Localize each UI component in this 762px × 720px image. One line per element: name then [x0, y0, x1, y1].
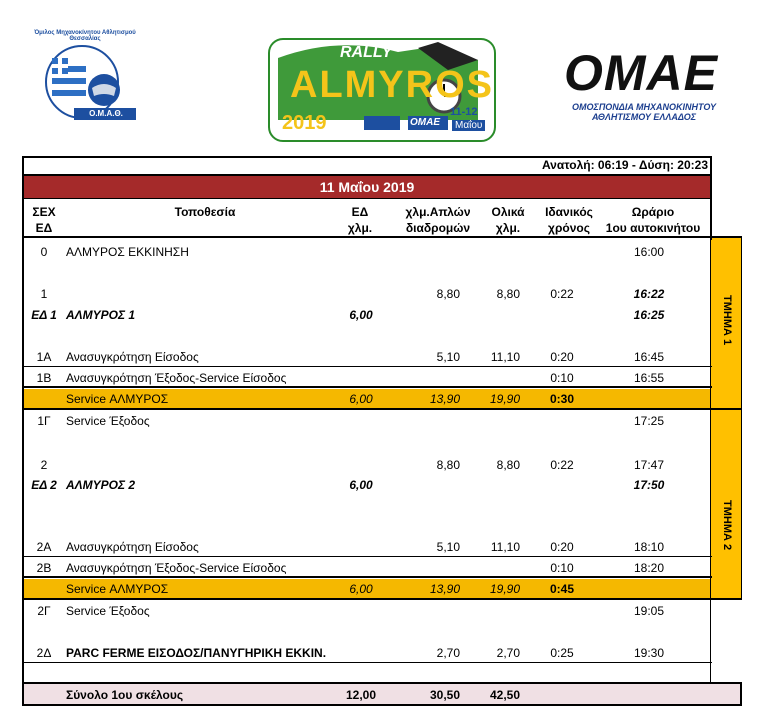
row-ideal: 0:30	[549, 392, 575, 406]
row-time: 19:05	[633, 604, 665, 618]
row-code: ΕΔ 1	[31, 308, 57, 322]
rally-almyros-logo	[268, 38, 496, 142]
section-label-1: ΤΜΗΜΑ 1	[721, 294, 733, 346]
row-total-km: 8,80	[496, 458, 520, 472]
row-location: Service ΑΛΜΥΡΟΣ	[66, 392, 169, 406]
rally-month-text: Μαΐου	[452, 120, 485, 131]
row-simple-km: 5,10	[436, 540, 460, 554]
row-ideal: 0:45	[549, 582, 575, 596]
row-ideal: 0:25	[550, 646, 574, 660]
header-schedule-2: 1ου αυτοκινήτου	[605, 221, 701, 235]
header-ed-km-1: ΕΔ	[351, 205, 369, 219]
header-ed: ΕΔ	[35, 221, 53, 235]
row-ideal: 0:22	[550, 458, 574, 472]
row-simple-km: 13,90	[429, 392, 460, 406]
row-ed-km: 6,00	[349, 308, 373, 322]
row-simple-km: 5,10	[436, 350, 460, 364]
row-total-km: 11,10	[490, 540, 520, 554]
rally-top-text: RALLY	[340, 44, 393, 61]
rally-dates-text: 11-12	[450, 106, 478, 118]
omag-ring-text: Όμιλος Μηχανοκίνητου Αθλητισμού Θεσσαλίας	[34, 30, 136, 42]
row-time: 16:22	[633, 287, 665, 301]
row-time: 18:10	[633, 540, 665, 554]
row-location: ΑΛΜΥΡΟΣ 1	[66, 308, 136, 322]
row-code: 2Β	[36, 561, 52, 575]
row-ideal: 0:20	[550, 540, 574, 554]
row-code: 1Β	[36, 371, 52, 385]
row-total-km: 2,70	[496, 646, 520, 660]
row-total-km: 19,90	[489, 582, 520, 596]
row-time: 16:55	[633, 371, 665, 385]
omag-short-text: Ο.Μ.Α.Θ.	[89, 109, 123, 118]
omae-sub-text: ΟΜΟΣΠΟΝΔΙΑ ΜΗΧΑΝΟΚΙΝΗΤΟΥ ΑΘΛΗΤΙΣΜΟΥ ΕΛΛΑΔΟΣ	[572, 102, 716, 122]
row-location: Service ΑΛΜΥΡΟΣ	[66, 582, 169, 596]
row-time: 16:25	[633, 308, 665, 322]
row-simple-km: 8,80	[436, 287, 460, 301]
row-location: ΑΛΜΥΡΟΣ ΕΚΚΙΝΗΣΗ	[66, 245, 189, 259]
header-sec: ΣΕΧ	[32, 205, 56, 219]
row-location: ΑΛΜΥΡΟΣ 2	[66, 478, 136, 492]
row-ideal: 0:22	[550, 287, 574, 301]
header-simple-km-1: χλμ.Απλών	[405, 205, 471, 219]
row-time: 16:00	[633, 245, 665, 259]
row-code: 2Α	[36, 540, 52, 554]
omae-logo	[556, 46, 728, 130]
row-location: PARC FERME ΕΙΣΟΔΟΣ/ΠΑΝΥΓΗΡΙΚΗ ΕΚΚΙΝ.	[66, 646, 327, 660]
row-code: ΕΔ 2	[31, 478, 57, 492]
totals-label: Σύνολο 1ου σκέλους	[66, 688, 184, 702]
row-location: Ανασυγκρότηση Έξοδος-Service Είσοδος	[66, 561, 287, 575]
header-ideal-2: χρόνος	[548, 221, 590, 235]
totals-simple-km: 30,50	[429, 688, 460, 702]
row-location: Service Έξοδος	[66, 414, 150, 428]
row-location: Service Έξοδος	[66, 604, 150, 618]
row-ideal: 0:10	[550, 561, 574, 575]
totals-total-km: 42,50	[489, 688, 520, 702]
header-total-km-2: χλμ.	[495, 221, 521, 235]
header-location: Τοποθεσία	[174, 205, 236, 219]
row-code: 1	[40, 287, 48, 301]
rally-name-text: ALMYROS	[290, 64, 494, 106]
date-title: 11 Μαΐου 2019	[319, 179, 415, 195]
header-ideal-1: Ιδανικός	[545, 205, 593, 219]
header-simple-km-2: διαδρομών	[405, 221, 471, 235]
row-location: Ανασυγκρότηση Έξοδος-Service Είσοδος	[66, 371, 287, 385]
totals-ed-km: 12,00	[345, 688, 377, 702]
rally-badge-text: OMAE	[410, 117, 440, 128]
row-code: 2Γ	[37, 604, 51, 618]
row-simple-km: 13,90	[429, 582, 460, 596]
row-code: 2	[40, 458, 48, 472]
row-time: 16:45	[633, 350, 665, 364]
row-total-km: 8,80	[496, 287, 520, 301]
row-simple-km: 8,80	[436, 458, 460, 472]
row-time: 17:25	[633, 414, 665, 428]
section-label-2: ΤΜΗΜΑ 2	[721, 499, 733, 551]
row-ed-km: 6,00	[349, 478, 373, 492]
sunrise-sunset: Ανατολή: 06:19 - Δύση: 20:23	[541, 158, 708, 172]
row-location: Ανασυγκρότηση Είσοδος	[66, 350, 199, 364]
header-total-km-1: Ολικά	[491, 205, 525, 219]
row-location: Ανασυγκρότηση Είσοδος	[66, 540, 199, 554]
row-time: 17:47	[633, 458, 665, 472]
row-ed-km: 6,00	[349, 392, 373, 406]
row-code: 0	[40, 245, 48, 259]
header-ed-km-2: χλμ.	[347, 221, 373, 235]
row-total-km: 19,90	[489, 392, 520, 406]
row-code: 2Δ	[36, 646, 52, 660]
row-ideal: 0:20	[550, 350, 574, 364]
row-total-km: 11,10	[490, 350, 520, 364]
row-time: 19:30	[633, 646, 665, 660]
row-ed-km: 6,00	[349, 582, 373, 596]
row-ideal: 0:10	[550, 371, 574, 385]
row-simple-km: 2,70	[436, 646, 460, 660]
row-time: 18:20	[633, 561, 665, 575]
row-time: 17:50	[633, 478, 665, 492]
header-schedule-1: Ωράριο	[631, 205, 675, 219]
omae-big-text: OMAE	[564, 45, 718, 101]
row-code: 1Γ	[37, 414, 51, 428]
row-code: 1Α	[36, 350, 52, 364]
rally-year-text: 2019	[282, 112, 327, 134]
omag-logo	[22, 30, 148, 130]
